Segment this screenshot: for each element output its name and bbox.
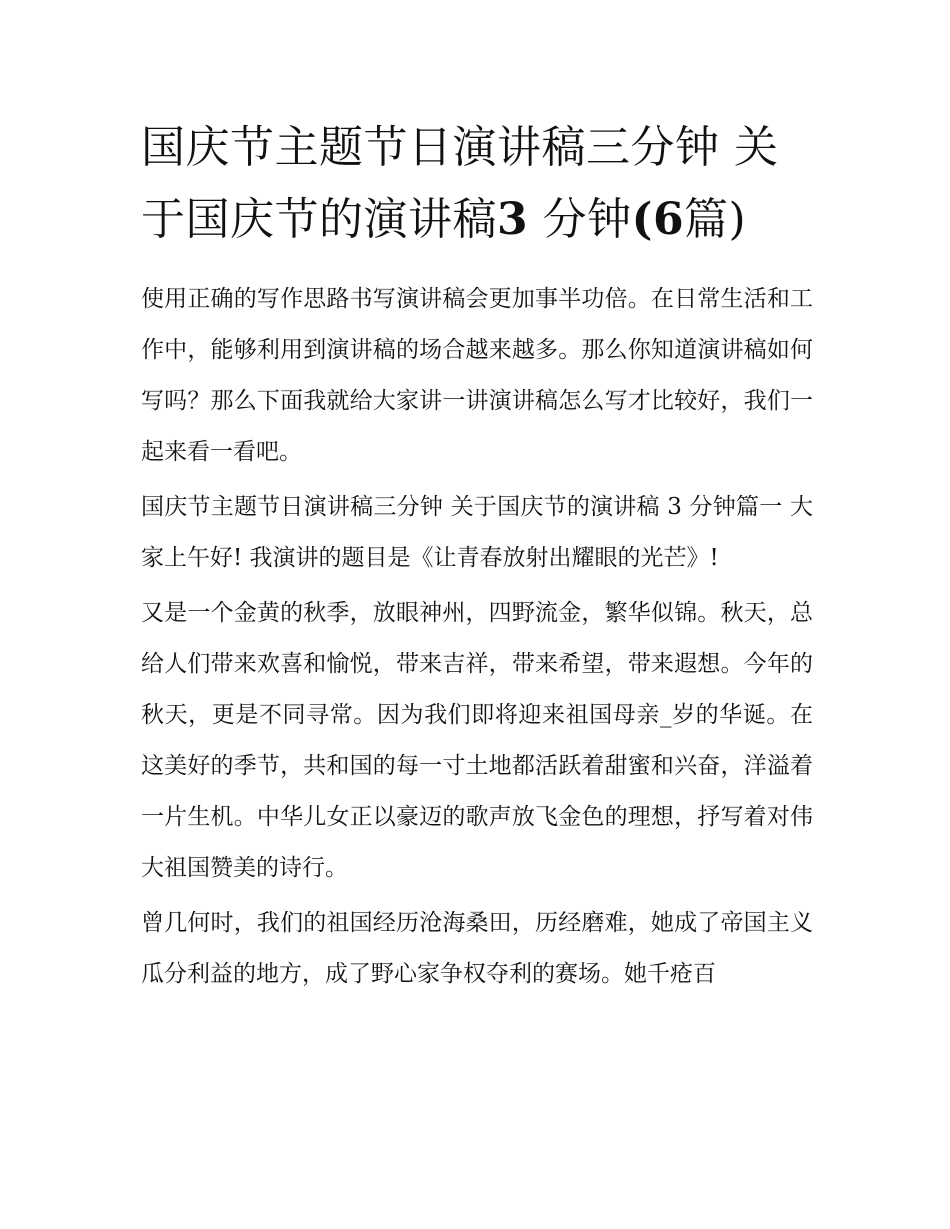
- title-count: (6: [631, 194, 685, 245]
- title-number: 3: [497, 194, 529, 245]
- section-heading-paragraph: 国庆节主题节日演讲稿三分钟 关于国庆节的演讲稿 3 分钟篇一 大家上午好! 我演讲的题目是《让青春放射出耀眼的光芒》!: [141, 494, 813, 571]
- body-paragraph: 曾几何时，我们的祖国经历沧海桑田，历经磨难，她成了帝国主义瓜分利益的地方，成了野心家争权夺利的赛场。她千疮百: [141, 910, 813, 987]
- document-title: [141, 112, 813, 256]
- body-paragraph: 又是一个金黄的秋季，放眼神州，四野流金，繁华似锦。秋天，总给人们带来欢喜和愉悦，带来吉祥，带来希望，带来遐想。今年的秋天，更是不同寻常。因为我们即将迎来祖国母亲_岁的华诞。在这美好的季节，共和国的每一寸土地都活跃着甜蜜和兴奋，洋溢着一片生机。中华儿女正以豪迈的歌声放飞金色的理想，抒写着对伟大祖国赞美的诗行。: [141, 600, 813, 881]
- intro-paragraph: 使用正确的写作思路书写演讲稿会更加事半功倍。在日常生活和工作中，能够利用到演讲稿的场合越来越多。那么你知道演讲稿如何写吗？那么下面我就给大家讲一讲演讲稿怎么写才比较好，我们一起来看一看吧。: [141, 286, 813, 465]
- title-text-part1: 国庆节主题节日演讲稿三分钟 关于国庆节的演讲稿: [141, 122, 779, 245]
- document-body: [141, 112, 813, 1004]
- title-text-part2: 分钟: [528, 194, 632, 245]
- title-text-part3: 篇): [684, 194, 747, 245]
